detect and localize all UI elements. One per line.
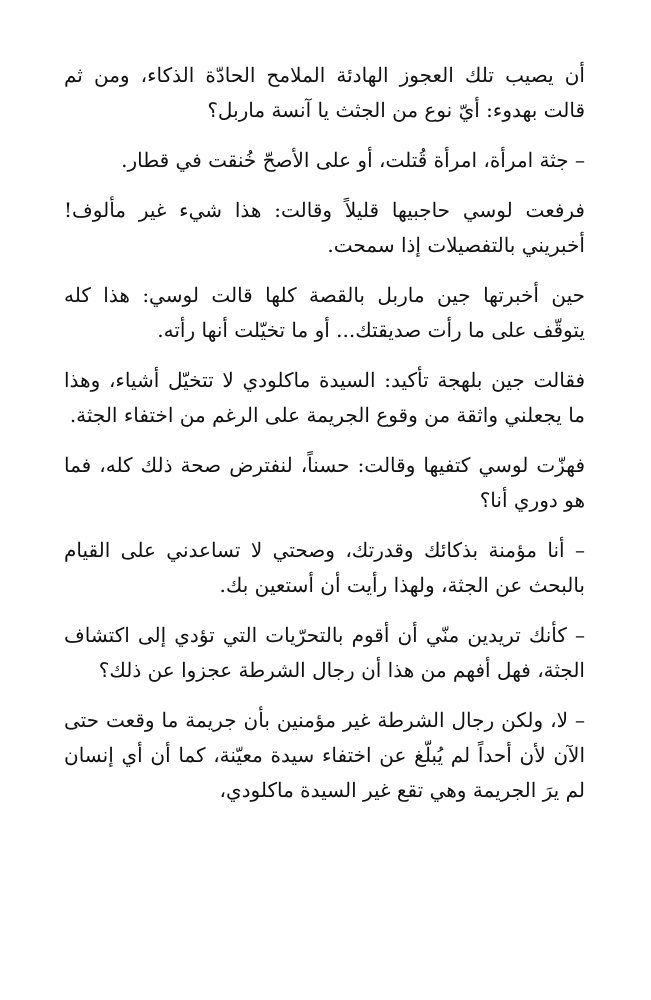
paragraph: – أنا مؤمنة بذكائك وقدرتك، وصحتي لا تساعدني على القيام بالبحث عن الجثة، ولهذا رأيت أن أستعين بك. — [64, 538, 585, 597]
paragraph: أن يصيب تلك العجوز الهادئة الملامح الحادّة الذكاء، ومن ثم قالت بهدوء: أيّ نوع من الجثث يا آنسة ماربل؟ — [64, 63, 585, 122]
paragraph: – كأنك تريدين منّي أن أقوم بالتحرّيات التي تؤدي إلى اكتشاف الجثة، فهل أفهم من هذا أن رجال الشرطة عجزوا عن ذلك؟ — [64, 623, 585, 682]
paragraph: – لا، ولكن رجال الشرطة غير مؤمنين بأن جريمة ما وقعت حتى الآن لأن أحداً لم يُبلّغ عن اختفاء سيدة معيّنة، كما أن أي إنسان لم يرَ الجريمة وهي تقع غير السيدة ماكلودي، — [64, 708, 585, 802]
paragraph: فهزّت لوسي كتفيها وقالت: حسناً، لنفترض صحة ذلك كله، فما هو دوري أنا؟ — [64, 453, 585, 512]
paragraph: فرفعت لوسي حاجبيها قليلاً وقالت: هذا شيء غير مألوف! أخبريني بالتفصيلات إذا سمحت. — [64, 198, 585, 257]
paragraph: حين أخبرتها جين ماربل بالقصة كلها قالت لوسي: هذا كله يتوقّف على ما رأت صديقتك... أو ما تخيّلت أنها رأته. — [64, 283, 585, 342]
paragraph: فقالت جين بلهجة تأكيد: السيدة ماكلودي لا تتخيّل أشياء، وهذا ما يجعلني واثقة من وقوع الجريمة على الرغم من اختفاء الجثة. — [64, 368, 586, 427]
paragraph: – جثة امرأة، امرأة قُتلت، أو على الأصحّ خُنقت في قطار. — [121, 148, 585, 172]
